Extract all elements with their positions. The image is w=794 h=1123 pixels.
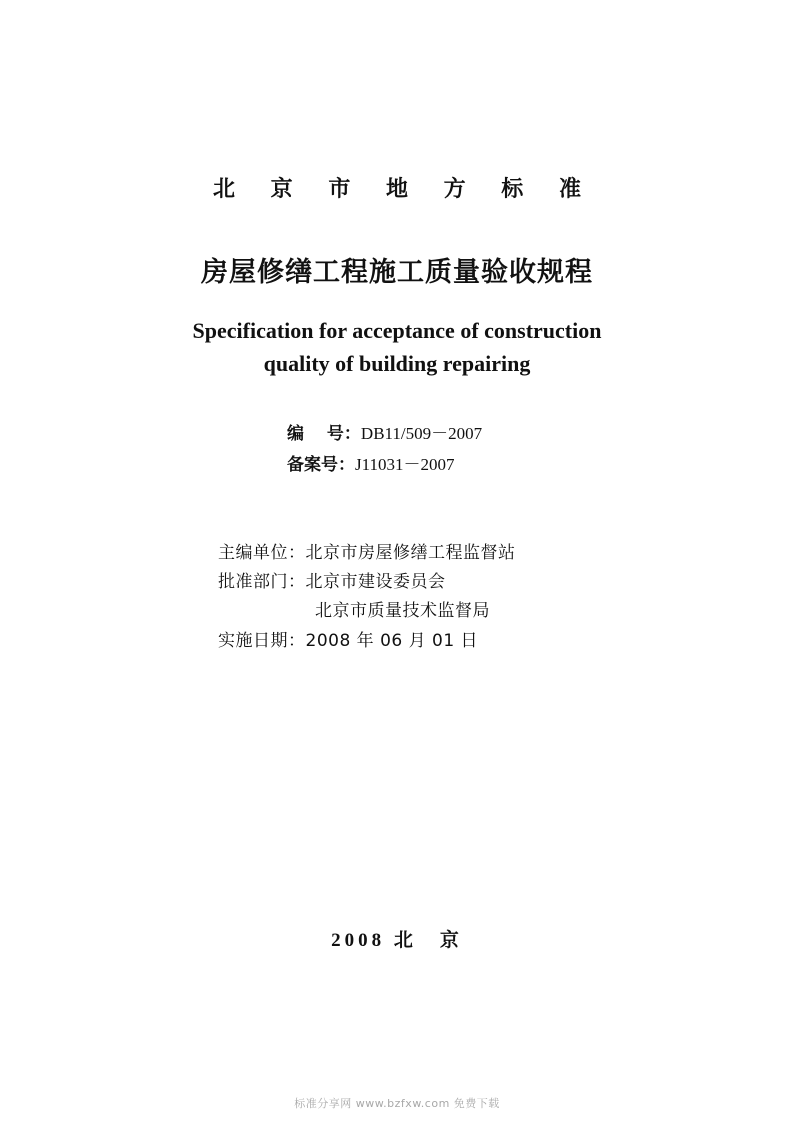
standard-number-value: DB11/509－2007 <box>360 424 483 443</box>
editor-value: 北京市房屋修缮工程监督站 <box>305 543 516 563</box>
effective-date-value: 2008 年 06 月 01 日 <box>305 631 479 651</box>
approver-label: 批准部门： <box>218 572 306 592</box>
standard-category: 北 京 市 地 方 标 准 <box>213 177 595 202</box>
title-english-line-1: Specification for acceptance of construction <box>192 318 602 343</box>
title-chinese: 房屋修缮工程施工质量验收规程 <box>201 257 593 288</box>
approver-row-continued <box>218 596 490 621</box>
standard-number-row <box>287 419 482 444</box>
publish-year: 2008 <box>331 930 386 951</box>
approver-row <box>218 567 446 592</box>
approver-value-2: 北京市质量技术监督局 <box>315 601 490 621</box>
standard-number-label: 编 号： <box>287 424 361 444</box>
footer-watermark: 标准分享网 www.bzfxw.com 免费下载 <box>294 1097 500 1110</box>
effective-date-label: 实施日期： <box>218 631 306 651</box>
record-number-label: 备案号： <box>287 455 355 475</box>
editor-label: 主编单位： <box>218 543 306 563</box>
record-number-value: J11031－2007 <box>355 455 455 474</box>
title-english-line-2: quality of building repairing <box>263 351 531 376</box>
publish-line <box>0 925 794 952</box>
record-number-row <box>287 450 455 475</box>
publish-place: 北 京 <box>393 930 463 951</box>
approver-value-1: 北京市建设委员会 <box>305 572 446 592</box>
effective-date-row <box>218 626 478 651</box>
editor-row <box>218 538 516 563</box>
